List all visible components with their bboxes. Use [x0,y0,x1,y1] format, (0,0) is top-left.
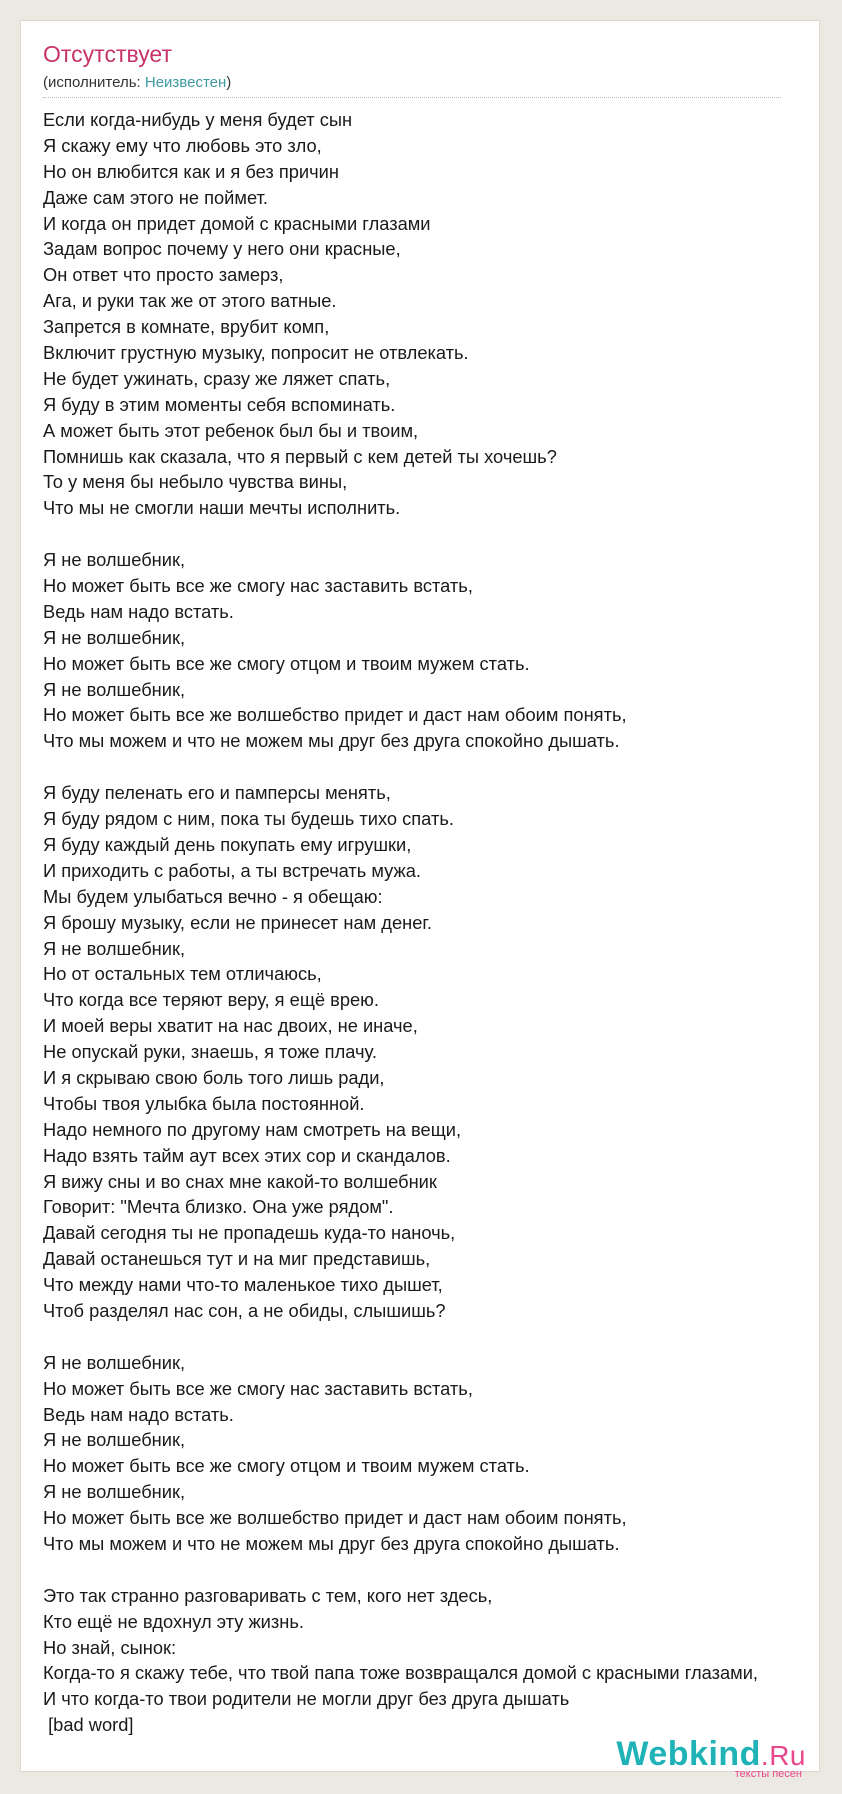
lyric-line: Я скажу ему что любовь это зло, [43,134,322,156]
lyric-line [43,521,842,547]
site-logo[interactable] [616,1737,806,1780]
lyric-line: Когда-то я скажу тебе, что твой папа тоже возвращался домой с красными глазами, [43,1662,758,1684]
lyric-line [43,754,842,780]
lyric-line: Я буду рядом с ним, пока ты будешь тихо спать. [43,808,454,830]
lyric-line: Но он влюбится как и я без причин [43,160,339,182]
lyric-line: Я не волшебник, [43,1481,186,1503]
lyric-line: Задам вопрос почему у него они красные, [43,238,401,260]
lyric-line: А может быть этот ребенок был бы и твоим, [43,419,419,441]
lyric-line: Даже сам этого не поймет. [43,186,268,208]
lyric-line: Давай останешься тут и на миг представишь, [43,1248,431,1270]
logo-name: Webkind [616,1735,761,1773]
lyrics-text [43,107,842,1738]
lyric-line: Но может быть все же смогу отцом и твоим мужем стать. [43,652,530,674]
lyric-line: Ага, и руки так же от этого ватные. [43,290,337,312]
lyric-line: И моей веры хватит на нас двоих, не иначе, [43,1015,418,1037]
lyric-line: Я вижу сны и во снах мне какой-то волшебник [43,1170,437,1192]
lyric-line: Я не волшебник, [43,549,186,571]
lyric-line: И когда он придет домой с красными глазами [43,212,431,234]
lyric-line: Я не волшебник, [43,1351,186,1373]
lyric-line: И я скрываю свою боль того лишь ради, [43,1066,385,1088]
lyric-line: Но может быть все же волшебство придет и даст нам обоим понять, [43,1507,627,1529]
lyric-line: Не будет ужинать, сразу же ляжет спать, [43,367,391,389]
lyric-line [43,1557,842,1583]
artist-line [43,75,231,90]
divider [43,97,781,98]
lyric-line: Помнишь как сказала, что я первый с кем детей ты хочешь? [43,445,557,467]
lyric-line: Кто ещё не вдохнул эту жизнь. [43,1610,304,1632]
lyric-line: Но может быть все же волшебство придет и даст нам обоим понять, [43,704,627,726]
lyric-line: Говорит: "Мечта близко. Она уже рядом". [43,1196,394,1218]
lyrics-card [20,20,820,1772]
song-title: Отсутствует [43,41,172,67]
artist-suffix: ) [226,74,232,91]
lyric-line [43,1324,842,1350]
artist-link[interactable]: Неизвестен [144,74,227,91]
lyric-line: Я буду каждый день покупать ему игрушки, [43,833,412,855]
lyric-line: Я буду в этим моменты себя вспоминать. [43,393,396,415]
lyric-line: Я брошу музыку, если не принесет нам денег. [43,911,432,933]
lyric-line: И что когда-то твои родители не могли друг без друга дышать [43,1688,570,1710]
lyric-line: Включит грустную музыку, попросит не отвлекать. [43,342,469,364]
logo-tld: .Ru [760,1740,806,1771]
lyric-line: Он ответ что просто замерз, [43,264,284,286]
lyric-line: Что когда все теряют веру, я ещё врею. [43,989,379,1011]
lyric-line: И приходить с работы, а ты встречать мужа. [43,859,421,881]
lyric-line: Ведь нам надо встать. [43,1403,234,1425]
lyric-line: Я не волшебник, [43,626,186,648]
lyric-line: [bad word] [43,1714,134,1736]
lyric-line: Мы будем улыбаться вечно - я обещаю: [43,885,383,907]
lyric-line: Но может быть все же смогу отцом и твоим мужем стать. [43,1455,530,1477]
lyric-line: Но может быть все же смогу нас заставить встать, [43,1377,473,1399]
lyric-line: Но может быть все же смогу нас заставить встать, [43,575,473,597]
lyric-line: Что мы не смогли наши мечты исполнить. [43,497,401,519]
lyric-line: Что мы можем и что не можем мы друг без друга спокойно дышать. [43,730,620,752]
artist-prefix: (исполнитель: [43,74,145,91]
lyric-line: Чтобы твоя улыбка была постоянной. [43,1092,365,1114]
lyric-line: Я не волшебник, [43,937,186,959]
lyric-line: Что мы можем и что не можем мы друг без друга спокойно дышать. [43,1532,620,1554]
lyric-line: Запрется в комнате, врубит комп, [43,316,330,338]
lyric-line: Надо немного по другому нам смотреть на вещи, [43,1118,462,1140]
lyric-line: Не опускай руки, знаешь, я тоже плачу. [43,1041,377,1063]
logo-wordmark [616,1737,806,1771]
lyric-line: Что между нами что-то маленькое тихо дышет, [43,1274,443,1296]
lyric-line: Я не волшебник, [43,678,186,700]
lyric-line: Это так странно разговаривать с тем, кого нет здесь, [43,1584,493,1606]
lyric-line: Ведь нам надо встать. [43,600,234,622]
lyric-line: Чтоб разделял нас сон, а не обиды, слышишь? [43,1299,446,1321]
lyric-line: То у меня бы небыло чувства вины, [43,471,348,493]
lyric-line: Я буду пеленать его и памперсы менять, [43,782,391,804]
logo-tagline: тексты песен [734,1768,802,1780]
lyric-line: Но знай, сынок: [43,1636,177,1658]
lyric-line: Давай сегодня ты не пропадешь куда-то наночь, [43,1222,456,1244]
lyric-line: Я не волшебник, [43,1429,186,1451]
lyric-line: Но от остальных тем отличаюсь, [43,963,322,985]
lyric-line: Если когда-нибудь у меня будет сын [43,109,353,130]
lyric-line: Надо взять тайм аут всех этих сор и скандалов. [43,1144,451,1166]
